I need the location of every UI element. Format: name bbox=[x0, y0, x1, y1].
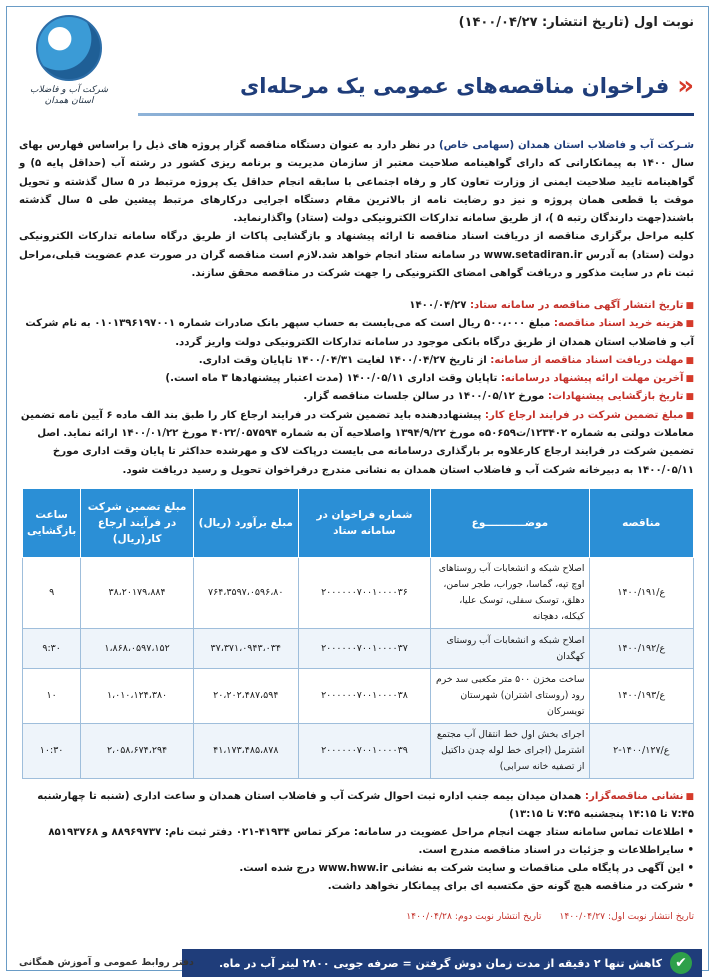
detail-item: ■مبلغ تضمین شرکت در فرایند ارجاع کار: پیشنهاددهنده باید تضمین شرکت در فرایند ارجاع کار را طبق بند الف ماده ۶ آیین نامه تضمین معاملات دولتی به شماره ۱۲۳۴۰۲/ت۵۰۶۵۹ه مورخ ۱۳۹۴/۹/۲۲ واصلاحیه آن به شماره ۴۰۲۲/۰۵۷۵۹۴ مورخ ۱۴۰۰/۰۱/۲۲ ارائه نماید. اصل تضمین شرکت در فرایند ارجاع کارعلاوه بر بارگذاری درسامانه می بایست درپاکت لاک و مهرشده حداکثر تا پایان وقت اداری مورخ ۱۴۰۰/۰۵/۱۱ به دبیرخانه شرکت آب و فاضلاب استان همدان به نشانی مندرج درفراخوان تحویل و رسید دریافت شود. bbox=[20, 409, 694, 476]
square-bullet-icon: ■ bbox=[685, 301, 694, 311]
bottom-banner bbox=[13, 949, 702, 977]
table-row: ع/۱۴۰۰/۱۲۷-۲ اجرای بخش اول خط انتقال آب مجتمع اشترمل (اجرای خط لوله چدن داکتیل از تصفیه خانه سرابی) ۲۰۰۰۰۰۰۷۰۰۱۰۰۰۰۳۹ ۴۱،۱۷۳،۴۸۵،۸۷۸ ۲،۰۵۸،۶۷۴،۲۹۴ ۱۰:۳۰ bbox=[23, 724, 694, 779]
detail-item: ■تاریخ انتشار آگهی مناقصه در سامانه ستاد: ۱۴۰۰/۰۴/۲۷ bbox=[409, 300, 694, 311]
publication-notice: نوبت اول (تاریخ انتشار: ۱۴۰۰/۰۴/۲۷) bbox=[458, 15, 694, 30]
col-subject: موضـــــــــــوع bbox=[431, 489, 589, 558]
table-header-row bbox=[23, 489, 694, 558]
notice-page bbox=[6, 6, 709, 971]
col-opening-time: ساعت بازگشایی bbox=[23, 489, 81, 558]
col-call-number: شماره فراخوان در سامانه ستاد bbox=[298, 489, 431, 558]
water-saving-banner bbox=[182, 949, 702, 977]
tender-table bbox=[22, 488, 694, 779]
setad-url-link[interactable]: www.setadiran.ir bbox=[483, 249, 583, 261]
detail-item: ■آخرین مهلت ارائه پیشنهاد درسامانه: تاپایان وقت اداری ۱۴۰۰/۰۵/۱۱ (مدت اعتبار پیشنهادها ۳ ماه است.) bbox=[165, 373, 694, 385]
table-row: ع/۱۴۰۰/۱۹۳ ساخت مخزن ۵۰۰ متر مکعبی سد خرم رود (روستای اشتران) شهرستان تویسرکان ۲۰۰۰۰۰۰۷۰۰۱۰۰۰۰۳۸ ۲۰،۲۰۲،۴۸۷،۵۹۴ ۱،۰۱۰،۱۲۴،۳۸۰ ۱۰ bbox=[23, 669, 694, 724]
intro-paragraph-2b: در سامانه ستاد انجام خواهد شد.لازم است مناقصه گران در صورت عدم عضویت قبلی،مراحل ثبت نام در سایت مذکور و دریافت گواهی امضای الکترونیکی را جهت شرکت در مناقصه محقق سازند. bbox=[19, 249, 694, 280]
tender-details-list bbox=[19, 297, 694, 480]
publication-dates bbox=[19, 911, 694, 922]
address-line: ■نشانی مناقصه‌گزار: همدان میدان بیمه جنب اداره ثبت احوال شرکت آب و فاضلاب استان همدان و ساعت اداری (شنبه تا چهارشنبه ۷:۴۵ تا ۱۴:۱۵ پنجشنبه ۷:۴۵ تا ۱۳:۱۵) bbox=[37, 791, 694, 820]
col-guarantee: مبلغ تضمین شرکت در فرآیند ارجاع کار(ریال) bbox=[81, 489, 194, 558]
square-bullet-icon: ■ bbox=[685, 392, 694, 403]
intro-text bbox=[19, 137, 694, 283]
square-bullet-icon: ■ bbox=[685, 355, 694, 366]
intro-paragraph-1: در نظر دارد به عنوان دستگاه مناقصه گزار پروژه های ذیل را براساس فهارس بهای سال ۱۴۰۰ به پیمانکارانی که دارای گواهینامه صلاحیت معتبر از سازمان مدیریت و برنامه ریزی کشور در رشته آب (حداقل پایه ۵) و گواهینامه تایید صلاحیت ایمنی از وزارت تعاون کار و رفاه اجتماعی با سابقه انجام حداقل یک پروژه مرتبط در ۵ سال گذشته و تحویل موقت یا قطعی همان پروژه و نیز دو رضایت نامه از بالاترین مقام دستگاه اجرایی درکارهای مرتبط پیشین طی ۵ سال گذشته باشند(جهت دارندگان رتبه ۵ )، از طریق سامانه تدارکات الکترونیکی دولت (ستاد) واگذارنماید. bbox=[19, 140, 695, 225]
col-estimate: مبلغ برآورد (ریال) bbox=[193, 489, 298, 558]
footer-line: • این آگهی در پایگاه ملی مناقصات و سایت شرکت به نشانی www.hww.ir درج شده است. bbox=[239, 863, 694, 874]
square-bullet-icon: ■ bbox=[685, 319, 694, 330]
footer-line: • اطلاعات تماس سامانه ستاد جهت انجام مراحل عضویت در سامانه: مرکز تماس ۴۱۹۳۴-۰۲۱ دفتر ثبت نام: ۸۸۹۶۹۷۳۷ و ۸۵۱۹۳۷۶۸ bbox=[48, 827, 694, 838]
banner-text: کاهش تنها ۲ دقیقه از مدت زمان دوش گرفتن = صرفه جویی ۲۸۰۰ لیتر آب در ماه. bbox=[219, 956, 662, 970]
footer-line: • شرکت در مناقصه هیچ گونه حق مکتسبه ای برای پیمانکار نخواهد داشت. bbox=[327, 881, 694, 892]
table-row: ع/۱۴۰۰/۱۹۲ اصلاح شبکه و انشعابات آب روستای کهگدان ۲۰۰۰۰۰۰۷۰۰۱۰۰۰۰۳۷ ۳۷،۳۷۱،۰۹۴۳،۰۳۴ ۱،۸۶۸،۰۵۹۷،۱۵۲ ۹:۳۰ bbox=[23, 629, 694, 669]
check-icon: ✔ bbox=[670, 952, 692, 974]
col-tender: مناقصه bbox=[589, 489, 694, 558]
detail-item: ■مهلت دریافت اسناد مناقصه از سامانه: از تاریخ ۱۴۰۰/۰۴/۲۷ لغایت ۱۴۰۰/۰۴/۳۱ تاپایان وقت اداری. bbox=[198, 354, 694, 366]
footer-notes bbox=[19, 788, 694, 896]
table-row: ع/۱۴۰۰/۱۹۱ اصلاح شبکه و انشعابات آب روستاهای اوچ تپه، گماسا، جوراب، طجر سامن، دهلق، توسک سفلی، توسک علیا، کیکله، دهچانه ۲۰۰۰۰۰۰۷۰۰۱۰۰۰۰۳۶ ۷۶۴،۳۵۹۷،۰۵۹۶،۸۰ ۳۸،۲۰۱۷۹،۸۸۴ ۹ bbox=[23, 558, 694, 629]
detail-item: ■تاریخ بازگشایی پیشنهادات: مورخ ۱۴۰۰/۰۵/۱۲ در سالن جلسات مناقصه گزار. bbox=[303, 391, 694, 403]
page-title: فراخوان مناقصه‌های عمومی یک مرحله‌ای bbox=[240, 74, 670, 98]
footer-line: • سایراطلاعات و جزئیات در اسناد مناقصه مندرج است. bbox=[418, 845, 694, 856]
second-publication-date: تاریخ انتشار نوبت دوم: ۱۴۰۰/۰۴/۲۸ bbox=[406, 911, 542, 922]
square-bullet-icon: ■ bbox=[685, 410, 694, 421]
water-drop-icon bbox=[36, 15, 102, 81]
logo-text: شرکت آب و فاضلاب استان همدان bbox=[29, 85, 109, 106]
square-bullet-icon: ■ bbox=[685, 792, 694, 802]
title-divider bbox=[138, 113, 694, 116]
company-name: شـرکت آب و فاضلاب استان همدان (سهامی خاص) bbox=[439, 140, 695, 151]
double-chevron-icon: « bbox=[677, 71, 694, 101]
first-publication-date: تاریخ انتشار نوبت اول: ۱۴۰۰/۰۴/۲۷ bbox=[559, 911, 694, 922]
square-bullet-icon: ■ bbox=[685, 374, 694, 385]
detail-item: ■هزینه خرید اسناد مناقصه: مبلغ ۵۰۰،۰۰۰ ریال است که می‌بایست به حساب سپهر بانک صادرات شماره ۰۱۰۱۳۹۶۱۹۷۰۰۱ به نام شرکت آب و فاضلاب استان همدان از طریق درگاه بانکی موجود در سامانه تدارکات الکترونیکی دولت واریز گردد. bbox=[25, 318, 694, 348]
title-bar bbox=[240, 73, 694, 99]
office-name: دفتر روابط عمومی و آموزش همگانی bbox=[19, 957, 194, 968]
intro-paragraph-2a: کلیه مراحل برگزاری مناقصه از دریافت اسناد مناقصه تا ارائه پیشنهاد و بازگشایی پاکات از طریق درگاه سامانه تدارکات الکترونیکی دولت (ستاد) به آدرس bbox=[19, 231, 695, 261]
company-logo bbox=[21, 15, 117, 115]
